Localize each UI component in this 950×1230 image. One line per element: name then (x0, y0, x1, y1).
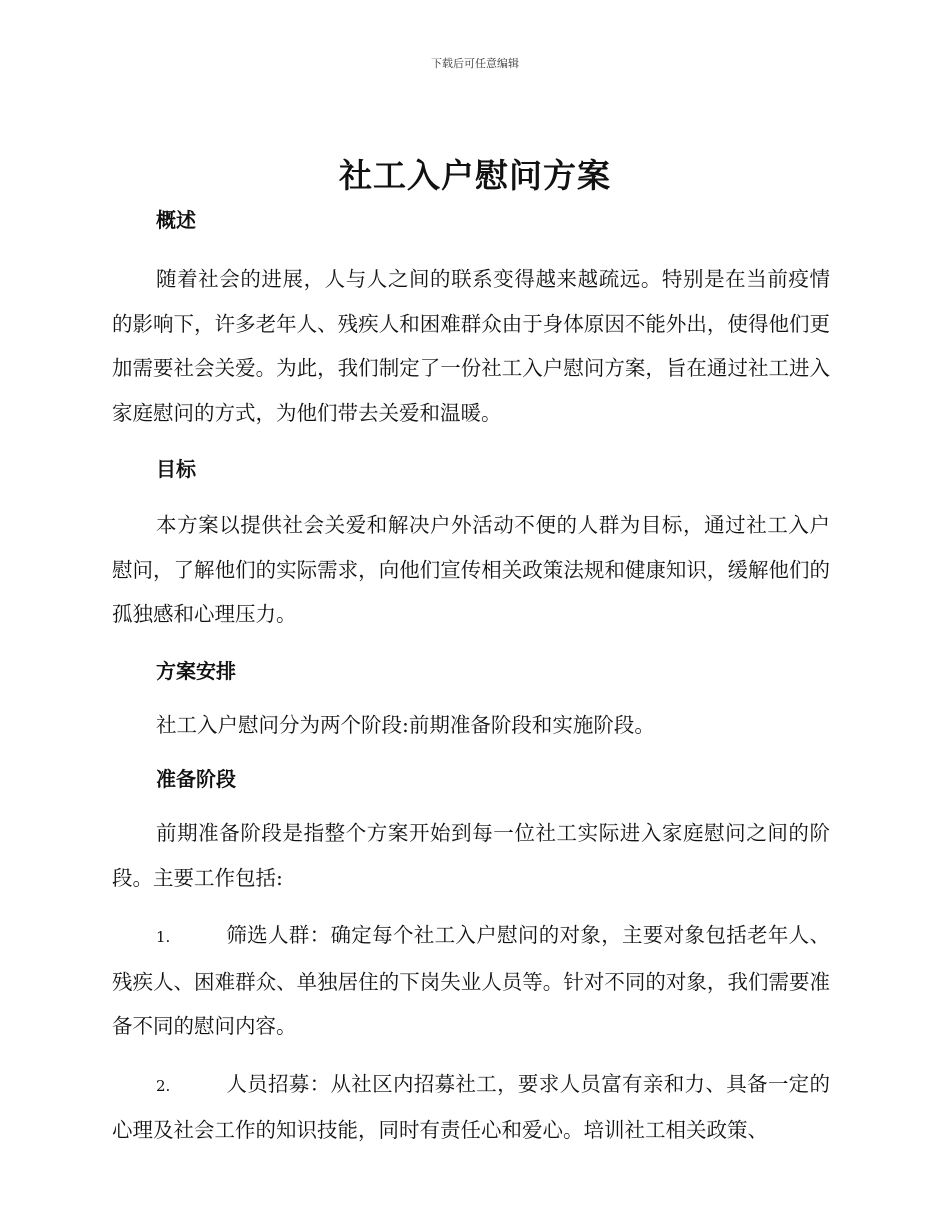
preparation-paragraph: 前期准备阶段是指整个方案开始到每一位社工实际进入家庭慰问之间的阶段。主要工作包括: (112, 821, 830, 890)
section-heading-preparation: 准备阶段 (156, 767, 236, 791)
list-item-text: 人员招募：从社区内招募社工，要求人员富有亲和力、具备一定的心理及社会工作的知识技能，同时有责任心和爱心。培训社工相关政策、 (112, 1071, 830, 1142)
list-item-number: 2. (156, 1076, 171, 1095)
section-heading-goal: 目标 (156, 457, 196, 481)
list-item (112, 1062, 830, 1153)
document-title: 社工入户慰问方案 (339, 156, 611, 195)
list-item-number: 1. (156, 928, 171, 946)
section-heading-overview: 概述 (156, 208, 196, 232)
list-item-text: 筛选人群：确定每个社工入户慰问的对象，主要对象包括老年人、残疾人、困难群众、单独居住的下岗失业人员等。针对不同的对象，我们需要准备不同的慰问内容。 (112, 923, 830, 1038)
overview-paragraph: 随着社会的进展，人与人之间的联系变得越来越疏远。特别是在当前疫情的影响下，许多老年人、残疾人和困难群众由于身体原因不能外出，使得他们更加需要社会关爱。为此，我们制定了一份社工入户慰问方案，旨在通过社工进入家庭慰问的方式，为他们带去关爱和温暖。 (112, 267, 830, 425)
plan-paragraph: 社工入户慰问分为两个阶段:前期准备阶段和实施阶段。 (156, 712, 655, 737)
page-header-note: 下载后可任意编辑 (431, 57, 519, 70)
list-item (112, 913, 830, 1049)
document-body (112, 200, 830, 1153)
goal-paragraph: 本方案以提供社会关爱和解决户外活动不便的人群为目标，通过社工入户慰问，了解他们的实际需求，向他们宣传相关政策法规和健康知识，缓解他们的孤独感和心理压力。 (112, 513, 830, 626)
section-heading-plan: 方案安排 (156, 658, 236, 683)
